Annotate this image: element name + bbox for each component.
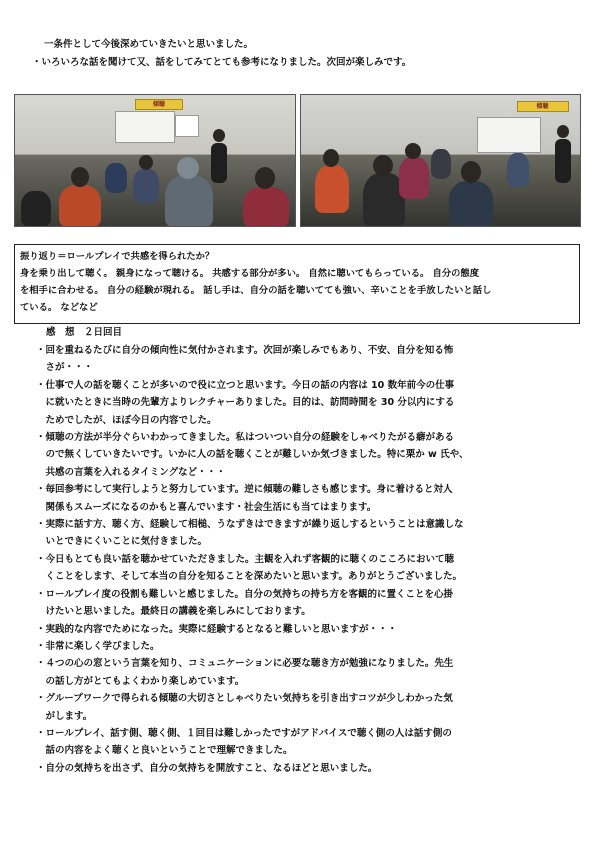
seminar-photo-right (300, 94, 582, 227)
participant (243, 187, 289, 227)
participant (507, 153, 529, 187)
impressions-heading: 感 想 ２日回目 (46, 327, 123, 338)
reflection-line: を相手に合わせる。 自分の経験が現れる。 話し手は、自分の話を聴いてても強い、辛いことを手放したいと話し (20, 285, 492, 296)
whiteboard (115, 111, 175, 143)
participant (21, 191, 51, 227)
instructor-head (557, 125, 569, 138)
participant-head (373, 155, 393, 176)
banner-text: 傾聴 (152, 101, 165, 108)
top-comments (32, 36, 572, 71)
impression-line: いとできにくいことに気付きました。 (36, 536, 208, 548)
impression-line: ・仕事で人の話を聴くことが多いので役に立つと思います。今日の話の内容は 10 数年前今の仕事 (36, 379, 455, 391)
impression-line: ・ロールプレイ度の役割も難しいと感じました。自分の気持ちの持ち方を客観的に置くことを心掛 (36, 588, 453, 600)
participant (105, 163, 127, 193)
comment-line: ・いろいろな話を聞けて又、話をしてみてとても参考になりました。次回が楽しみです。 (32, 56, 412, 68)
impression-line: 共感の言葉を入れるタイミングなど・・・ (36, 466, 226, 478)
instructor-head (213, 129, 225, 142)
participant-head (177, 157, 199, 179)
participant (431, 149, 451, 179)
instructor (211, 143, 227, 183)
reflection-box (14, 244, 580, 324)
impression-line: 話の内容をよく聴くと良いということで理解できました。 (36, 745, 293, 757)
impression-line: ・回を重ねるたびに自分の傾向性に気付かされます。次回が楽しみでもあり、不安、自分を知る怖 (36, 345, 454, 356)
participant (315, 165, 349, 213)
impression-line: ので無くしていきたいです。いかに人の話を聴くことが難しいか気づきました。特に栗か w 氏や、 (36, 449, 469, 461)
participant-head (461, 161, 481, 183)
participant-head (139, 155, 153, 170)
impressions-section (36, 324, 576, 777)
impression-line: ・実際に話す方、聴く方、経験して相槌、うなずきはできますが繰り返しするということは意識しな (36, 519, 464, 531)
participant-head (255, 167, 275, 189)
comment-continuation: 一条件として今後深めていきたいと思いました。 (44, 39, 254, 50)
banner-text: 傾聴 (536, 103, 549, 110)
flipchart (175, 115, 199, 137)
impression-line: くことをします、そして本当の自分を知ることを深めたいと思います。ありがとうございました。 (36, 571, 462, 583)
impression-line: ・今日もとても良い話を聴かせていただきました。主観を入れず客観的に聴くのこころにおいて聴 (36, 553, 455, 565)
seminar-banner (135, 99, 183, 110)
participant-head (323, 149, 339, 167)
impression-line: 関係もスムーズになるのかもと喜んでいます・社会生活にも当てはまります。 (36, 501, 377, 513)
impression-line: の話し方がとてもよくわかり楽しめています。 (36, 675, 245, 687)
impression-line: ためでしたが、ほぼ今日の内容でした。 (36, 414, 217, 426)
impression-line: さが・・・ (36, 362, 94, 374)
seminar-banner (517, 101, 569, 112)
participant-head (405, 143, 421, 159)
reflection-line: ている。 などなど (20, 302, 98, 313)
impression-line: ・４つの心の窓という言葉を知り、コミュニケーションに必要な聴き方が勉強になりました。先生 (36, 658, 454, 670)
impression-line: ・毎回参考にして実行しようと努力しています。逆に傾聴の難しさも感じます。身に着けると対人 (36, 484, 453, 496)
whiteboard (477, 117, 541, 153)
impression-line: ・傾聴の方法が半分ぐらいわかってきました。私はついつい自分の経験をしゃべりたがる癖がある (36, 432, 455, 444)
reflection-title: 振り返り＝ロールプレイで共感を得られたか？ (20, 251, 215, 262)
impression-line: ・自分の気持ちを出さず、自分の気持ちを開放すこと、なるほどと思いました。 (36, 762, 378, 774)
impression-line: ・ロールプレイ、話す側、聴く側、１回目は難しかったですがアドバイスで聴く側の人は話す側の (36, 727, 452, 739)
photo-strip (14, 94, 581, 227)
participant (449, 181, 493, 227)
impression-line: ・実践的な内容でためになった。実際に経験するとなると難しいと思いますが・・・ (36, 623, 398, 635)
impression-line: ・グループワークで得られる傾聴の大切さとしゃべりたい気持ちを引き出すコツが少しわかった気 (36, 693, 453, 705)
participant (59, 185, 101, 227)
seminar-photo-left (14, 94, 296, 227)
participant (133, 169, 159, 203)
participant (399, 157, 429, 199)
participant-head (71, 167, 89, 187)
reflection-line: 身を乗り出して聴く。 親身になって聴ける。 共感する部分が多い。 自然に聴いてもらっている。 自分の態度 (20, 268, 480, 279)
instructor (555, 139, 571, 183)
participant (165, 175, 213, 227)
impression-line: ・非常に楽しく学びました。 (36, 640, 160, 652)
impression-line: けたいと思いました。最終日の講義を楽しみにしております。 (36, 606, 311, 618)
impression-line: がします。 (36, 710, 93, 722)
impression-line: に就いたときに当時の先輩方よりレクチャーありました。目的は、訪問時間を 30 分以内にする (36, 397, 455, 409)
